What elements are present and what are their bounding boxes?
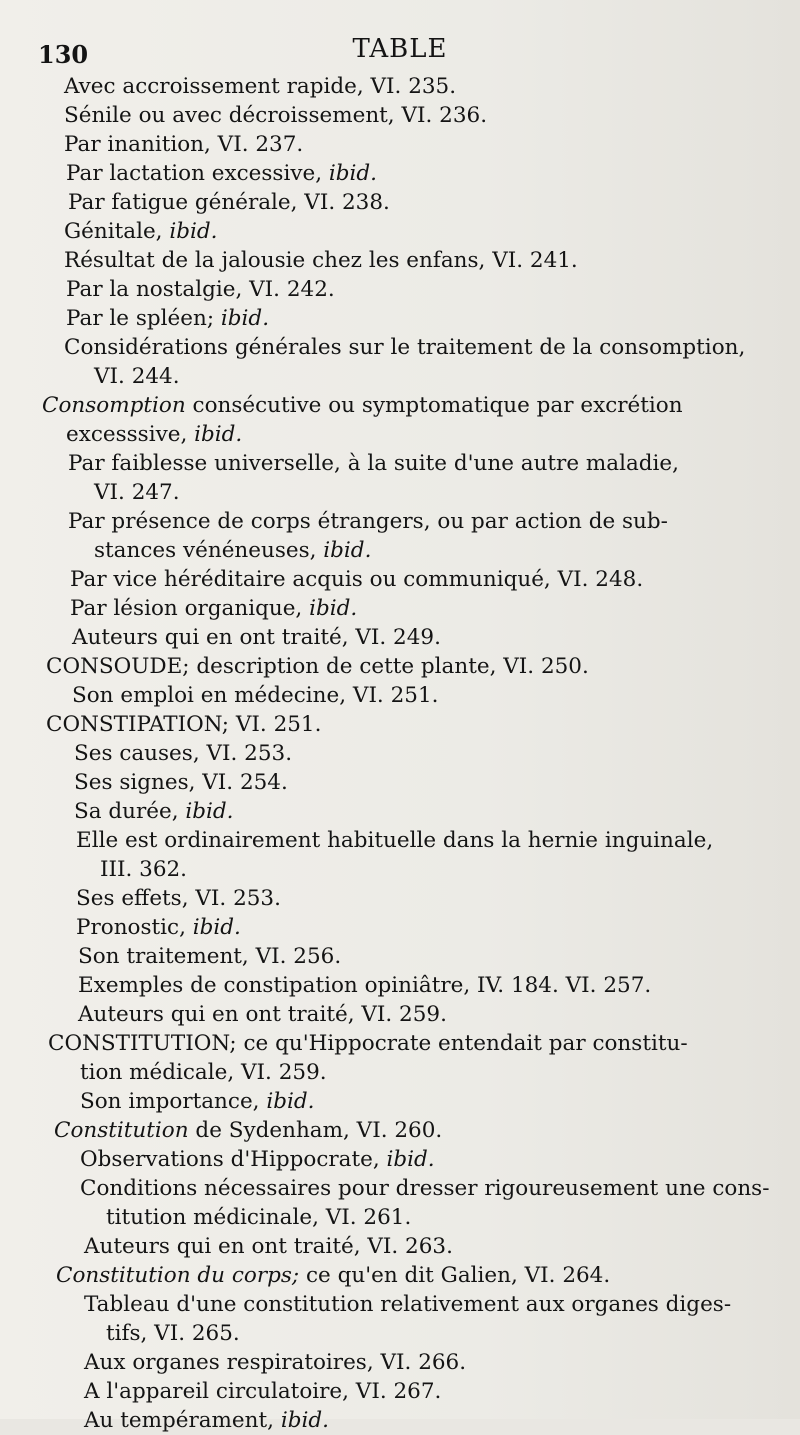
entry-text: VI. 244. [94, 364, 180, 389]
entry-text: CONSTITUTION; ce qu'Hippocrate entendait par constitu- [48, 1031, 688, 1056]
entry-text: Pronostic, [76, 915, 193, 940]
entry-text: Par le spléen; [66, 306, 221, 331]
index-line [0, 72, 800, 101]
entry-italic: ibid. [309, 596, 358, 621]
index-line [0, 449, 800, 478]
entry-text: Par faiblesse universelle, à la suite d'une autre maladie, [68, 451, 679, 476]
index-line [0, 884, 800, 913]
entry-italic: ibid. [323, 538, 372, 563]
index-line [0, 1348, 800, 1377]
entry-text: Sénile ou avec décroissement, VI. 236. [64, 103, 488, 128]
entry-text: Ses effets, VI. 253. [76, 886, 281, 911]
index-line [0, 1377, 800, 1406]
index-line [0, 1058, 800, 1087]
entry-italic: ibid. [185, 799, 234, 824]
entry-text: Avec accroissement rapide, VI. 235. [64, 74, 457, 99]
index-line [0, 1290, 800, 1319]
entry-italic: ibid. [194, 422, 243, 447]
index-line [0, 1261, 800, 1290]
index-line [0, 420, 800, 449]
index-line [0, 1406, 800, 1435]
index-line [0, 710, 800, 739]
entry-text: Au tempérament, [84, 1408, 281, 1433]
entry-text: Observations d'Hippocrate, [80, 1147, 387, 1172]
entry-text: A l'appareil circulatoire, VI. 267. [84, 1379, 442, 1404]
index-line [0, 101, 800, 130]
index-line [0, 304, 800, 333]
index-line [0, 594, 800, 623]
entry-text: Son traitement, VI. 256. [78, 944, 342, 969]
index-line [0, 1203, 800, 1232]
entry-italic: ibid. [280, 1408, 329, 1433]
index-line [0, 1000, 800, 1029]
entry-text: Auteurs qui en ont traité, VI. 259. [78, 1002, 447, 1027]
entry-italic: ibid. [328, 161, 377, 186]
entry-text: Son emploi en médecine, VI. 251. [72, 683, 439, 708]
index-line [0, 159, 800, 188]
index-line [0, 855, 800, 884]
entry-italic: ibid. [386, 1147, 435, 1172]
index-line [0, 652, 800, 681]
entry-text: tifs, VI. 265. [106, 1321, 240, 1346]
entry-text: III. 362. [100, 857, 188, 882]
entry-text: Tableau d'une constitution relativement aux organes diges- [84, 1292, 732, 1317]
index-line [0, 623, 800, 652]
entry-text: Résultat de la jalousie chez les enfans, VI. 241. [64, 248, 578, 273]
index-entries [0, 72, 800, 1435]
entry-italic: ibid. [220, 306, 270, 331]
entry-text: Sa durée, [74, 799, 186, 824]
entry-text: Considérations générales sur le traitement de la consomption, [64, 335, 746, 360]
entry-italic: ibid. [266, 1089, 315, 1114]
entry-italic: Constitution du corps; [56, 1263, 300, 1288]
entry-text: Son importance, [80, 1089, 267, 1114]
index-line [0, 333, 800, 362]
entry-text: Par la nostalgie, VI. 242. [66, 277, 335, 302]
index-line [0, 217, 800, 246]
index-line [0, 797, 800, 826]
index-line [0, 246, 800, 275]
entry-text: Ses causes, VI. 253. [74, 741, 293, 766]
index-line [0, 1174, 800, 1203]
entry-text: Par lésion organique, [70, 596, 310, 621]
entry-text: titution médicinale, VI. 261. [106, 1205, 412, 1230]
index-line [0, 1087, 800, 1116]
page-number: 130 [38, 40, 89, 69]
entry-text: Génitale, [64, 219, 170, 244]
index-line [0, 942, 800, 971]
entry-text: Elle est ordinairement habituelle dans la hernie inguinale, [76, 828, 714, 853]
index-line [0, 536, 800, 565]
index-line [0, 768, 800, 797]
entry-text: Auteurs qui en ont traité, VI. 263. [84, 1234, 453, 1259]
entry-text: CONSOUDE; description de cette plante, VI. 250. [46, 654, 589, 679]
index-line [0, 1145, 800, 1174]
entry-text: CONSTIPATION; VI. 251. [46, 712, 322, 737]
entry-text: VI. 247. [94, 480, 180, 505]
entry-text: Ses signes, VI. 254. [74, 770, 288, 795]
index-line [0, 362, 800, 391]
entry-italic: Consomption [42, 393, 186, 418]
index-line [0, 1232, 800, 1261]
index-line [0, 478, 800, 507]
index-line [0, 507, 800, 536]
index-line [0, 391, 800, 420]
index-line [0, 130, 800, 159]
entry-text: Auteurs qui en ont traité, VI. 249. [72, 625, 441, 650]
index-line [0, 681, 800, 710]
entry-italic: ibid. [192, 915, 241, 940]
index-line [0, 913, 800, 942]
entry-text-after: consécutive ou symptomatique par excrétion [185, 393, 683, 418]
index-line [0, 1116, 800, 1145]
index-line [0, 565, 800, 594]
running-head: TABLE [352, 34, 448, 64]
index-line [0, 188, 800, 217]
entry-text: Conditions nécessaires pour dresser rigoureusement une cons- [80, 1176, 770, 1201]
entry-text: Par vice héréditaire acquis ou communiqué, VI. 248. [70, 567, 644, 592]
index-line [0, 739, 800, 768]
entry-text: stances vénéneuses, [94, 538, 324, 563]
entry-text-after: ce qu'en dit Galien, VI. 264. [299, 1263, 611, 1288]
entry-text: Par présence de corps étrangers, ou par action de sub- [68, 509, 668, 534]
entry-text: Par fatigue générale, VI. 238. [68, 190, 390, 215]
entry-text: Exemples de constipation opiniâtre, IV. 184. VI. 257. [78, 973, 652, 998]
entry-text: excesssive, [66, 422, 195, 447]
index-line [0, 275, 800, 304]
index-line [0, 971, 800, 1000]
entry-text-after: de Sydenham, VI. 260. [188, 1118, 443, 1143]
entry-italic: Constitution [54, 1118, 189, 1143]
index-line [0, 1029, 800, 1058]
index-line [0, 1319, 800, 1348]
entry-text: Par lactation excessive, [66, 161, 329, 186]
entry-text: Par inanition, VI. 237. [64, 132, 304, 157]
index-line [0, 826, 800, 855]
entry-text: tion médicale, VI. 259. [80, 1060, 327, 1085]
entry-text: Aux organes respiratoires, VI. 266. [84, 1350, 467, 1375]
entry-italic: ibid. [169, 219, 218, 244]
